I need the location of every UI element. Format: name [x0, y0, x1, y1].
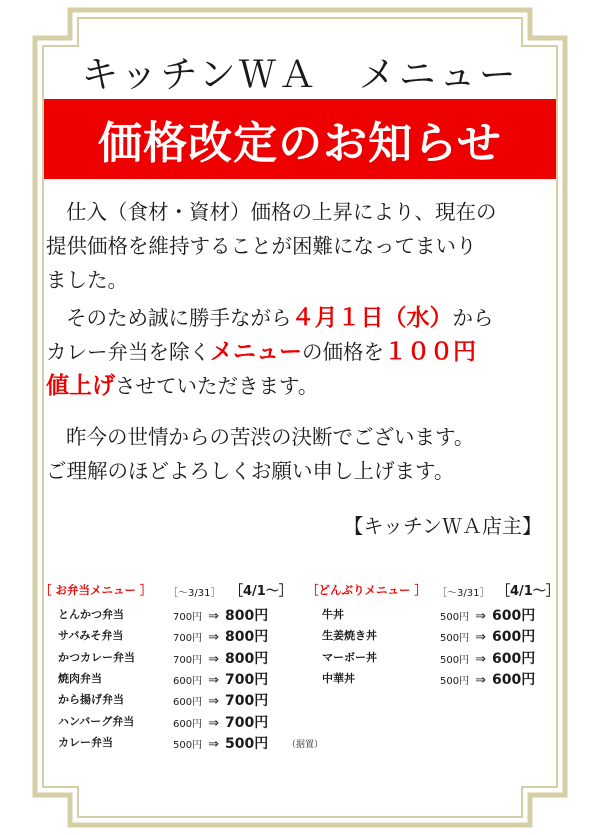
notice-banner	[44, 99, 556, 179]
arrow-icon: ⇒	[208, 609, 219, 624]
new-price: 800円	[225, 629, 269, 646]
menu-item-name: から揚げ弁当	[58, 693, 124, 707]
menu-item-name: カレー弁当	[58, 735, 113, 749]
paragraph-2: そのため誠に勝手ながら４月１日（水）から カレー弁当を除くメニューの価格を１００円 値上げさせていただきます。	[46, 305, 494, 399]
old-price: 700円	[173, 612, 203, 623]
new-price: 600円	[492, 629, 536, 646]
paragraph-3: 昨今の世情からの苦渋の決断でございます。 ご理解のほどよろしくお願い申し上げます。	[46, 425, 475, 483]
banner-text: 価格改定のお知らせ	[98, 118, 502, 169]
new-price: 600円	[492, 650, 536, 667]
menu-item-price	[173, 712, 268, 732]
new-price: 600円	[492, 671, 536, 688]
old-price: 700円	[173, 654, 203, 666]
menu-item-price	[173, 669, 268, 689]
old-price: 600円	[173, 718, 203, 730]
arrow-icon: ⇒	[208, 651, 219, 667]
arrow-icon: ⇒	[208, 672, 219, 688]
old-price: 500円	[440, 654, 470, 666]
menu-item-price	[440, 626, 535, 646]
menu-item-name: 焼肉弁当	[58, 671, 102, 685]
bento-col-old: ［～3/31］	[168, 588, 221, 599]
menu-item-price	[173, 648, 268, 668]
arrow-icon: ⇒	[475, 630, 486, 646]
menu-item-name: 中華丼	[322, 671, 355, 685]
donburi-col-old: ［～3/31］	[437, 588, 490, 599]
increase-amount: １００円	[384, 339, 476, 365]
menu-item-price	[173, 605, 268, 625]
new-price: 600円	[492, 608, 536, 624]
arrow-icon: ⇒	[475, 609, 486, 624]
menu-item-name: かつカレー弁当	[58, 650, 135, 664]
arrow-icon: ⇒	[475, 651, 486, 667]
paragraph-1: 仕入（食材・資材）価格の上昇により、現在の 提供価格を維持することが困難になってまいり ました。	[46, 200, 497, 292]
donburi-header: ［どんぶりメニュー ］	[307, 583, 427, 597]
price-unchanged-note: （据置）	[287, 740, 324, 750]
bento-header: ［ お弁当メニュー ］	[40, 583, 152, 597]
menu-item-price	[440, 669, 535, 689]
arrow-icon: ⇒	[208, 736, 219, 752]
signature: 【キッチンＷＡ店主】	[343, 514, 542, 538]
menu-item-price	[173, 733, 268, 753]
new-price: 700円	[225, 671, 269, 688]
bento-col-new: ［4/1～］	[230, 584, 292, 599]
menu-item-name: ハンバーグ弁当	[58, 714, 135, 728]
old-price: 500円	[440, 612, 470, 623]
old-price: 500円	[173, 739, 203, 751]
menu-item-price	[173, 626, 268, 646]
new-price: 800円	[225, 650, 269, 667]
menu-item-price	[440, 648, 535, 668]
menu-item-price	[173, 690, 268, 710]
new-price: 700円	[225, 693, 269, 710]
old-price: 600円	[173, 675, 203, 687]
menu-item-name: サバみそ弁当	[58, 629, 124, 643]
arrow-icon: ⇒	[208, 694, 219, 710]
new-price: 800円	[225, 608, 269, 624]
menu-item-name: とんかつ弁当	[58, 608, 124, 621]
menu-item-name: マーボー丼	[322, 650, 377, 664]
old-price: 500円	[440, 675, 470, 687]
donburi-col-new: ［4/1～］	[497, 584, 559, 599]
new-price: 500円	[225, 735, 269, 752]
arrow-icon: ⇒	[208, 630, 219, 646]
arrow-icon: ⇒	[208, 715, 219, 731]
old-price: 700円	[173, 633, 203, 645]
menu-item-name: 牛丼	[322, 608, 344, 621]
new-price: 700円	[225, 714, 269, 731]
old-price: 600円	[173, 697, 203, 709]
effective-date: ４月１日（水）	[291, 305, 453, 331]
menu-item-name: 生姜焼き丼	[322, 629, 377, 643]
page-title: キッチンＷＡ メニュー	[81, 53, 519, 96]
old-price: 500円	[440, 633, 470, 645]
menu-item-price	[440, 605, 535, 625]
arrow-icon: ⇒	[475, 672, 486, 688]
